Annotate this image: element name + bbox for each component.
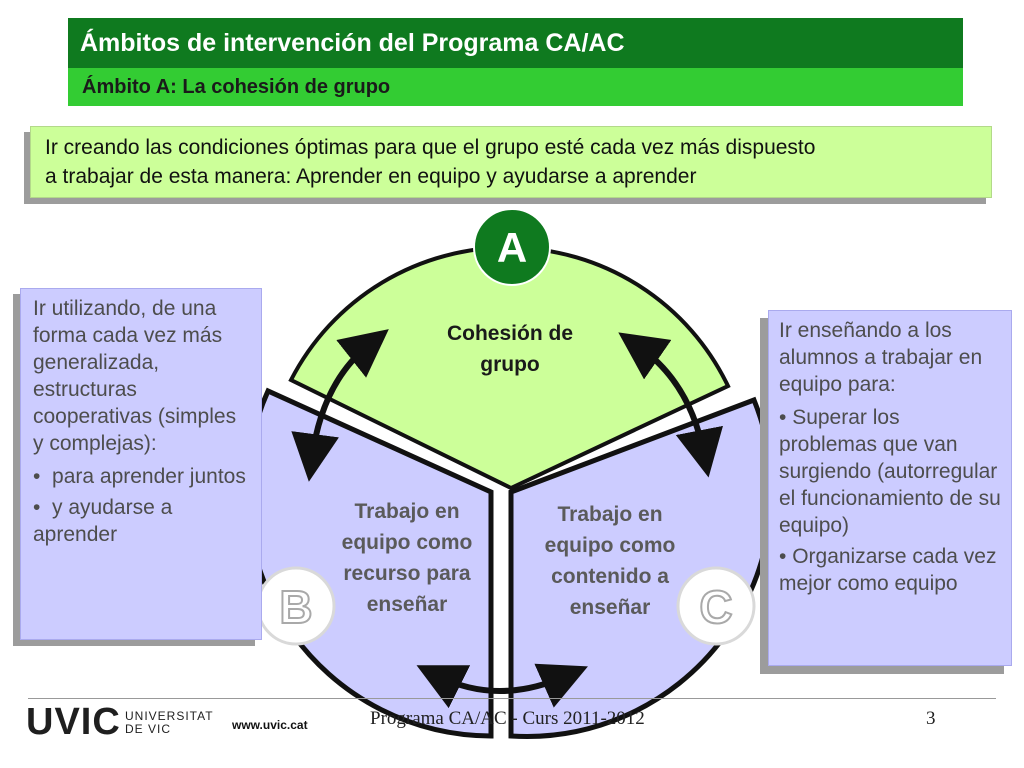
sector-a-label-1: Cohesión de <box>446 322 574 345</box>
top-note-line-1: Ir creando las condiciones óptimas para que el grupo esté cada vez más dispuesto <box>45 136 816 159</box>
badge-c-letter: C <box>699 581 733 633</box>
page-number: 3 <box>926 708 936 729</box>
top-note-line-2: a trabajar de esta manera: Aprender en equipo y ayudarse a aprender <box>45 165 697 188</box>
sector-c-label-1: Trabajo en <box>557 503 663 526</box>
right-note-intro: Ir enseñando a los alumnos a trabajar en equipo para: <box>779 319 983 396</box>
badge-b-letter: B <box>279 581 313 633</box>
sector-b-label-2: equipo como <box>341 531 473 554</box>
uvic-logo-subtitle: UNIVERSITAT DE VIC <box>125 709 214 736</box>
right-note <box>768 310 1012 666</box>
sector-c-label-2: equipo como <box>544 534 676 557</box>
sector-b-label-3: recurso para <box>343 562 471 585</box>
footer-program-text: Programa CA/AC - Curs 2011-2012 <box>370 708 645 729</box>
left-note <box>20 288 262 640</box>
slide-title: Ámbitos de intervención del Programa CA/AC <box>68 18 963 68</box>
left-note-bullet-2: • y ayudarse a aprender <box>33 496 173 546</box>
right-note-bullet-2: • Organizarse cada vez mejor como equipo <box>779 545 997 595</box>
uvic-url: www.uvic.cat <box>232 718 308 732</box>
sector-b-label-1: Trabajo en <box>354 500 460 523</box>
sector-c-label-4: enseñar <box>569 596 651 619</box>
uvic-logo: UVIC <box>26 701 121 743</box>
right-note-bullet-1: • Superar los problemas que van surgiendo (autorregular el funcionamiento de su equipo) <box>779 406 1001 537</box>
left-note-bullet-1: • para aprender juntos <box>33 465 246 488</box>
sector-b-label-4: enseñar <box>366 593 448 616</box>
sector-c-label-3: contenido a <box>551 565 669 588</box>
sector-a-label-2: grupo <box>480 353 540 376</box>
footer-divider <box>28 698 996 699</box>
badge-a-letter: A <box>496 224 528 271</box>
left-note-intro: Ir utilizando, de una forma cada vez más generalizada, estructuras cooperativas (simples y complejas): <box>33 297 237 455</box>
slide-subtitle: Ámbito A: La cohesión de grupo <box>68 68 963 106</box>
